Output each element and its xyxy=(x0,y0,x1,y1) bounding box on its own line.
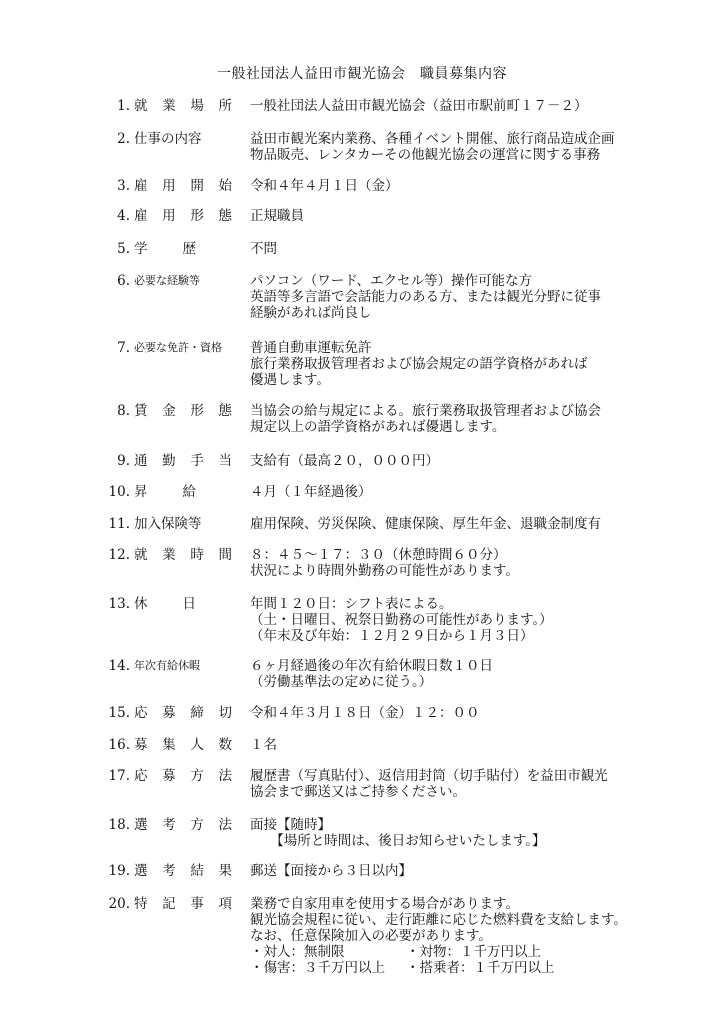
item-number: 14. xyxy=(108,658,130,674)
item-number: 6. xyxy=(117,273,130,289)
item-value-line: 履歴書（写真貼付）、返信用封筒（切手貼付）を益田市観光 xyxy=(250,768,608,784)
item-value xyxy=(250,340,680,388)
item-value xyxy=(250,484,680,500)
item-value xyxy=(250,178,680,194)
item-value-line: １名 xyxy=(250,737,277,753)
item-number: 5. xyxy=(117,241,130,257)
item-value-line: なお、任意保険加入の必要があります。 xyxy=(250,928,492,944)
item-value-line: 状況により時間外勤務の可能性があります。 xyxy=(250,563,519,579)
bullet-item: ・対物：１千万円以上 xyxy=(406,944,541,960)
item-value-line: 業務で自家用車を使用する場合があります。 xyxy=(250,896,519,912)
item-value-line: 物品販売、レンタカーその他観光協会の運営に関する事務 xyxy=(250,147,601,163)
item-number: 9. xyxy=(117,453,130,469)
insurance-bullet-list xyxy=(250,944,680,976)
item-label: 必要な経験等 xyxy=(134,274,200,287)
item-value-line: 【場所と時間は、後日お知らせいたします。】 xyxy=(250,833,546,849)
item-number: 13. xyxy=(108,596,130,612)
item-value xyxy=(250,403,680,435)
item-number: 17. xyxy=(108,768,130,784)
item-value-line: 当協会の給与規定による。旅行業務取扱管理者および協会 xyxy=(250,403,601,419)
item-number: 2. xyxy=(117,131,130,147)
item-value xyxy=(250,547,680,579)
item-value-line: 令和４年４月１日（金） xyxy=(250,178,399,194)
item-value-line: 不問 xyxy=(250,241,277,257)
item-label: 雇用開始 xyxy=(134,178,232,194)
item-label: 賃金形態 xyxy=(134,403,232,419)
bullet-row xyxy=(250,944,680,960)
item-value xyxy=(250,896,680,976)
page-title: 一般社団法人益田市観光協会 職員募集内容 xyxy=(217,66,507,82)
item-value xyxy=(250,273,680,321)
item-label: 学歴 xyxy=(134,241,196,257)
item-value xyxy=(250,817,680,849)
item-value-line: 郵送【面接から３日以内】 xyxy=(250,863,412,879)
item-value xyxy=(250,208,680,224)
item-value xyxy=(250,658,680,690)
item-value-line: 正規職員 xyxy=(250,208,304,224)
item-value-line: ４月（１年経過後） xyxy=(250,484,372,500)
item-label: 昇給 xyxy=(134,484,196,500)
item-number: 11. xyxy=(108,516,130,532)
item-label: 加入保険等 xyxy=(134,516,202,532)
item-value-line: 旅行業務取扱管理者および協会規定の語学資格があれば xyxy=(250,356,588,372)
item-value xyxy=(250,241,680,257)
item-value-line: ８：４５～１７：３０（休憩時間６０分） xyxy=(250,547,507,563)
item-number: 16. xyxy=(108,737,130,753)
item-number: 15. xyxy=(108,705,130,721)
item-value-line: 経験があれば尚良し xyxy=(250,305,372,321)
item-number: 10. xyxy=(108,484,130,500)
item-value-line: 一般社団法人益田市観光協会（益田市駅前町１７－２） xyxy=(250,98,588,114)
item-number: 4. xyxy=(117,208,130,224)
item-label: 特記事項 xyxy=(134,896,232,912)
item-value xyxy=(250,768,680,800)
item-number: 1. xyxy=(117,98,130,114)
item-label: 仕事の内容 xyxy=(134,131,202,147)
item-label: 選考方法 xyxy=(134,817,232,833)
item-number: 20. xyxy=(108,896,130,912)
item-value-line: 優遇します。 xyxy=(250,372,330,388)
bullet-row xyxy=(250,960,680,976)
item-value xyxy=(250,98,680,114)
item-value-line: （年末及び年始：１２月２９日から１月３日） xyxy=(250,628,534,644)
item-value xyxy=(250,516,680,532)
item-number: 7. xyxy=(117,340,130,356)
item-value-line: 令和４年３月１８日（金）１２：００ xyxy=(250,705,480,721)
bullet-item: ・対人：無制限 xyxy=(250,944,345,960)
item-label: 選考結果 xyxy=(134,863,232,879)
item-value-line: 観光協会規程に従い、走行距離に応じた燃料費を支給します。 xyxy=(250,912,627,928)
item-value-line: パソコン（ワード、エクセル等）操作可能な方 xyxy=(250,273,533,289)
item-value-line: 面接【随時】 xyxy=(250,817,331,833)
item-value-line: 英語等多言語で会話能力のある方、または観光分野に従事 xyxy=(250,289,601,305)
item-number: 12. xyxy=(108,547,130,563)
item-value xyxy=(250,863,680,879)
item-value-line: 協会まで郵送又はご持参ください。 xyxy=(250,784,466,800)
item-label: 年次有給休暇 xyxy=(134,659,200,672)
item-label: 通勤手当 xyxy=(134,453,232,469)
item-label: 応募締切 xyxy=(134,705,232,721)
item-value-line: （労働基準法の定めに従う。） xyxy=(250,674,433,690)
item-value-line: 支給有（最高２０，０００円） xyxy=(250,453,439,469)
bullet-item: ・傷害：３千万円以上 xyxy=(250,960,385,976)
item-value-line: 普通自動車運転免許 xyxy=(250,340,372,356)
item-value-line: ６ヶ月経過後の年次有給休暇日数１０日 xyxy=(250,658,493,674)
item-label: 必要な免許・資格 xyxy=(134,341,222,354)
item-label: 休日 xyxy=(134,596,196,612)
item-label: 応募方法 xyxy=(134,768,232,784)
item-value-line: （土・日曜日、祝祭日勤務の可能性があります。） xyxy=(250,612,553,628)
item-label: 就業場所 xyxy=(134,98,232,114)
item-value xyxy=(250,705,680,721)
item-value xyxy=(250,453,680,469)
item-number: 8. xyxy=(117,403,130,419)
item-number: 19. xyxy=(108,863,130,879)
item-number: 3. xyxy=(117,178,130,194)
item-value xyxy=(250,737,680,753)
item-label: 就業時間 xyxy=(134,547,232,563)
item-value-line: 年間１２０日：シフト表による。 xyxy=(250,596,453,612)
item-label: 募集人数 xyxy=(134,737,232,753)
item-label: 雇用形態 xyxy=(134,208,232,224)
item-value xyxy=(250,131,680,163)
item-value-line: 規定以上の語学資格があれば優遇します。 xyxy=(250,419,506,435)
item-value xyxy=(250,596,680,644)
item-number: 18. xyxy=(108,817,130,833)
item-value-line: 益田市観光案内業務、各種イベント開催、旅行商品造成企画 xyxy=(250,131,615,147)
item-value-line: 雇用保険、労災保険、健康保険、厚生年金、退職金制度有 xyxy=(250,516,601,532)
bullet-item: ・搭乗者：１千万円以上 xyxy=(406,960,555,976)
